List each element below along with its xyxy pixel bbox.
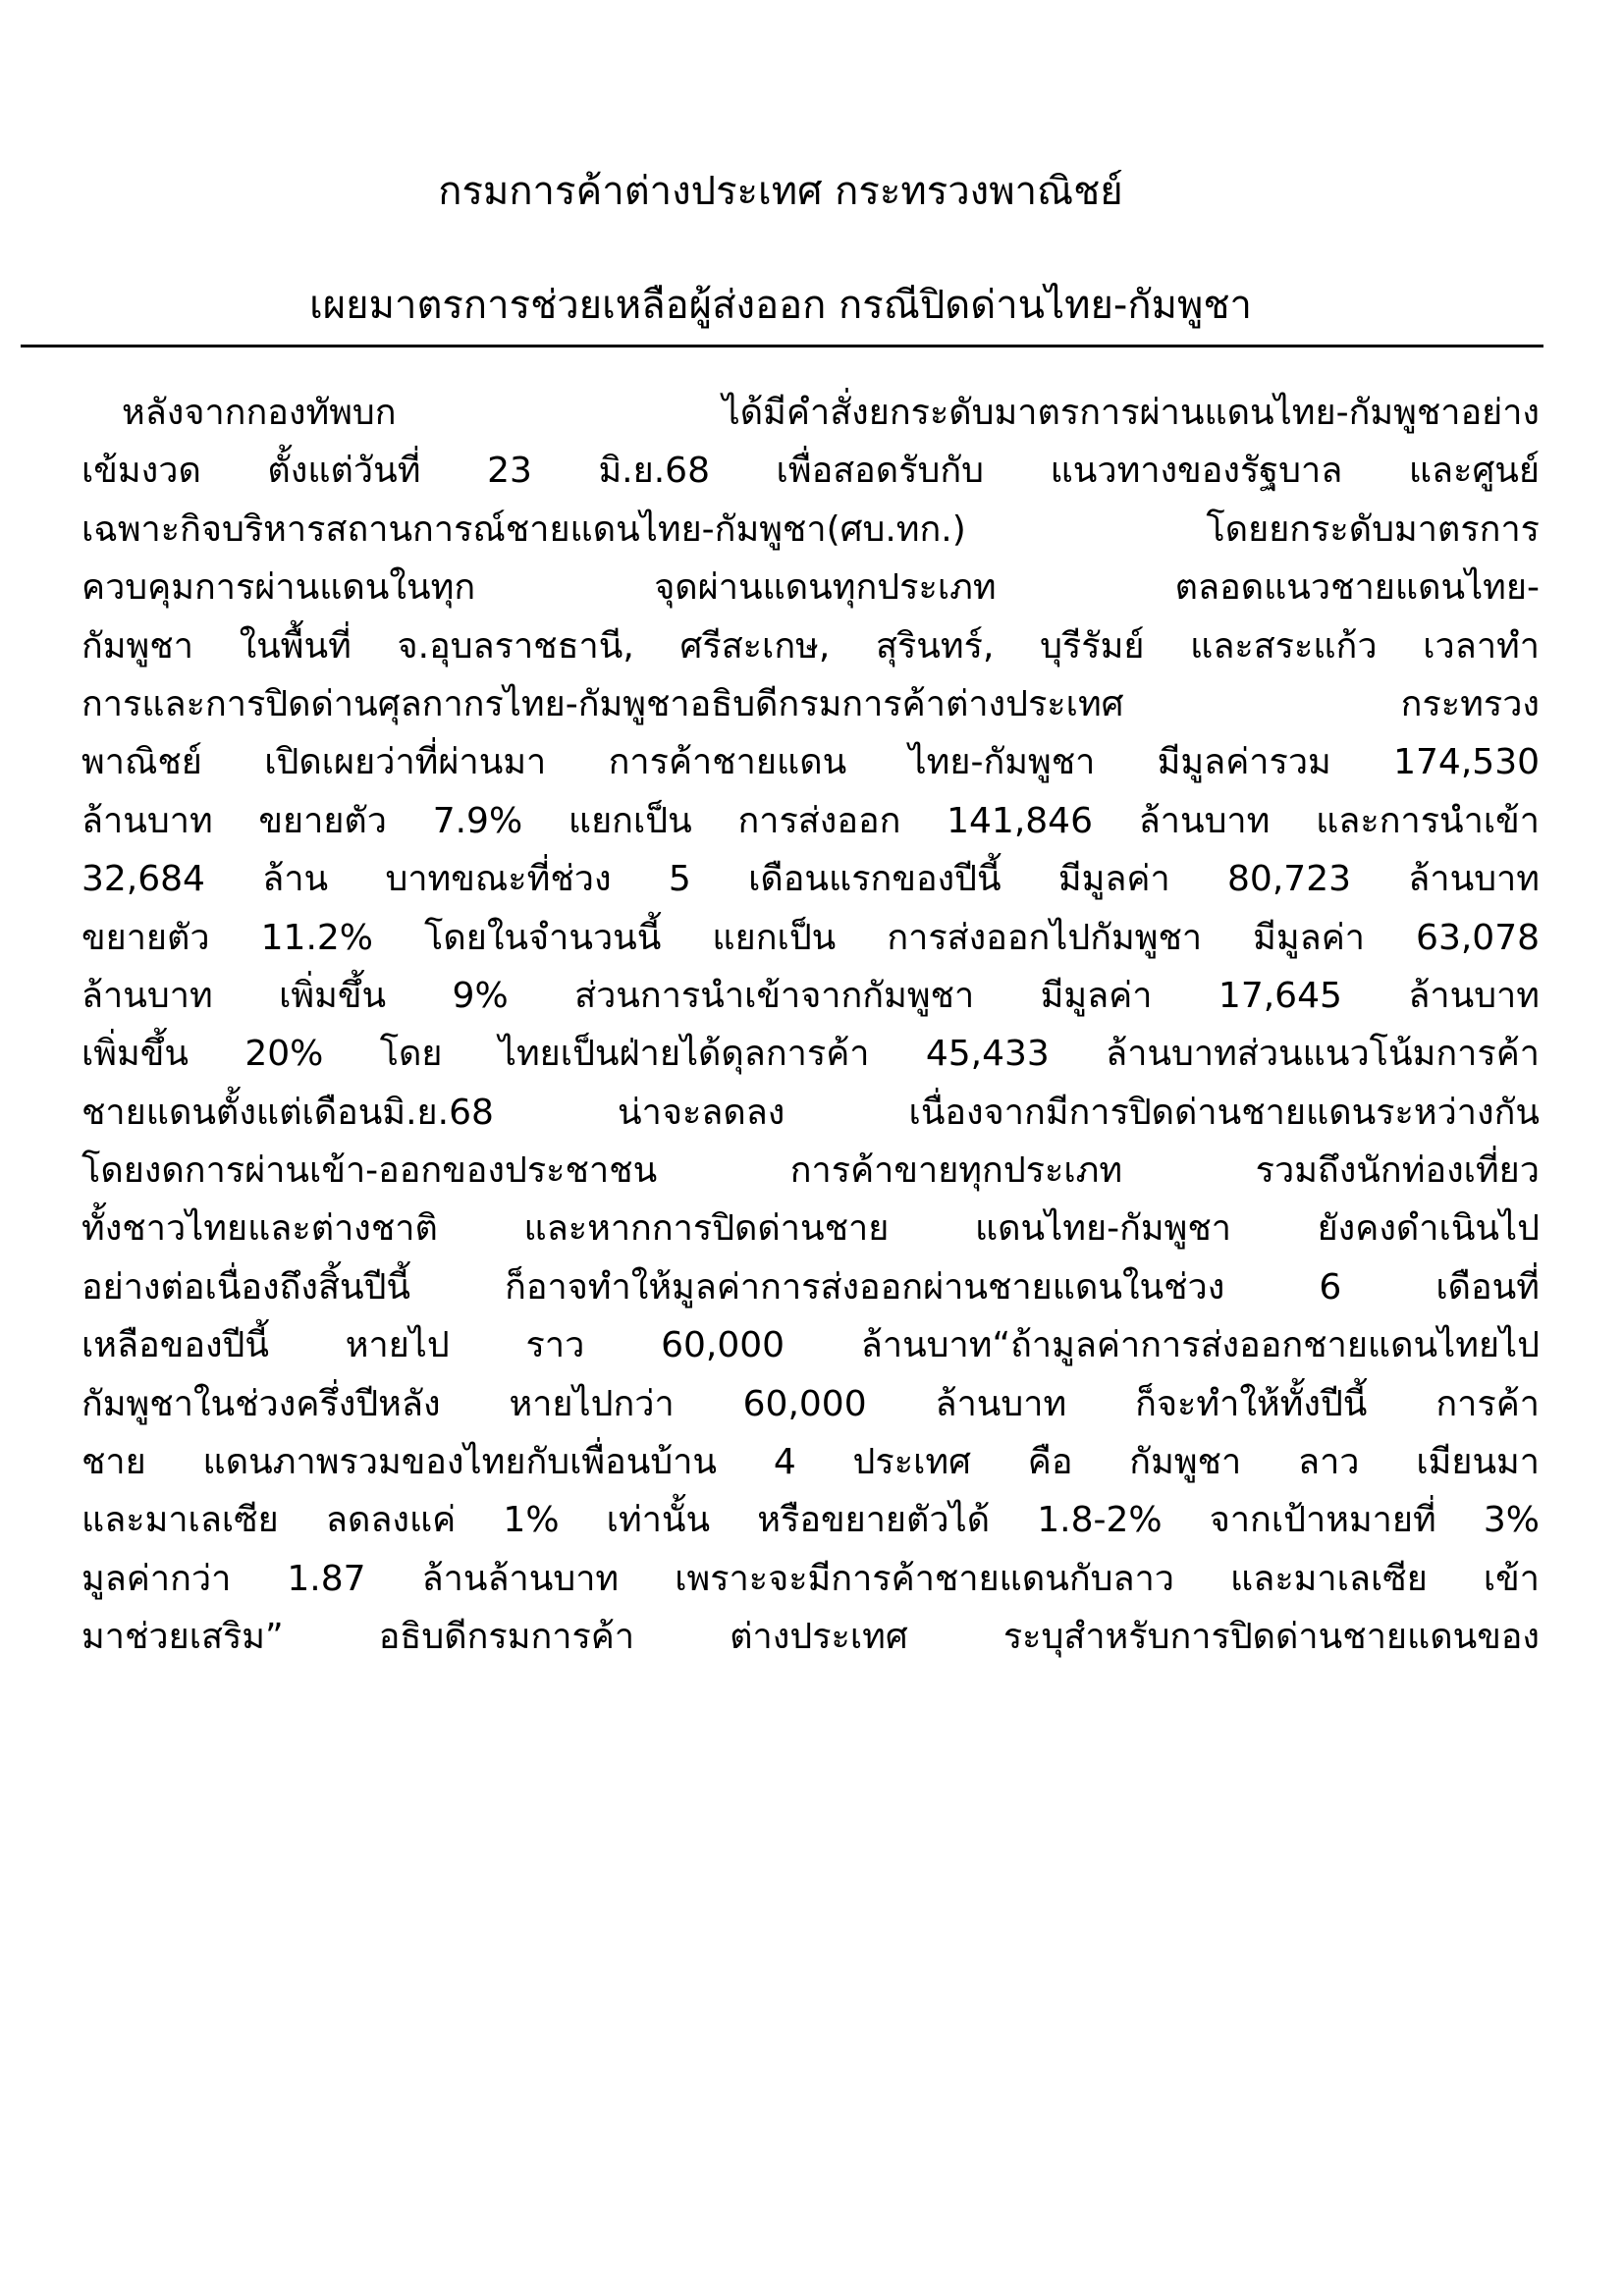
- body-line-19: ชาย แดนภาพรวมของไทยกับเพื่อนบ้าน 4 ประเทศ คือ กัมพูชา ลาว เมียนมา: [81, 1442, 1540, 1483]
- body-line-22: มาช่วยเสริม” อธิบดีกรมการค้า ต่างประเทศ ระบุสำหรับการปิดด่านชายแดนของ: [81, 1617, 1540, 1658]
- body-line-10: ขยายตัว 11.2% โดยในจำนวนนี้ แยกเป็น การส่งออกไปกัมพูชา มีมูลค่า 63,078: [81, 917, 1540, 958]
- body-line-20: และมาเลเซีย ลดลงแค่ 1% เท่านั้น หรือขยายตัวได้ 1.8-2% จากเป้าหมายที่ 3%: [81, 1500, 1540, 1541]
- body-line-11: ล้านบาท เพิ่มขึ้น 9% ส่วนการนำเข้าจากกัมพูชา มีมูลค่า 17,645 ล้านบาท: [81, 975, 1540, 1016]
- body-line-15: ทั้งชาวไทยและต่างชาติ และหากการปิดด่านชาย แดนไทย-กัมพูชา ยังคงดำเนินไป: [81, 1208, 1540, 1250]
- body-line-14: โดยงดการผ่านเข้า-ออกของประชาชน การค้าขายทุกประเภท รวมถึงนักท่องเที่ยว: [81, 1150, 1540, 1192]
- article-body: [81, 384, 1540, 1667]
- body-line-9: 32,684 ล้าน บาทขณะที่ช่วง 5 เดือนแรกของปีนี้ มีมูลค่า 80,723 ล้านบาท: [81, 859, 1540, 900]
- body-line-5: กัมพูชา ในพื้นที่ จ.อุบลราชธานี, ศรีสะเกษ, สุรินทร์, บุรีรัมย์ และสระแก้ว เวลาทำ: [81, 625, 1540, 667]
- body-line-4: ควบคุมการผ่านแดนในทุก จุดผ่านแดนทุกประเภท ตลอดแนวชายแดนไทย-: [81, 567, 1540, 609]
- body-line-7: พาณิชย์ เปิดเผยว่าที่ผ่านมา การค้าชายแดน ไทย-กัมพูชา มีมูลค่ารวม 174,530: [81, 742, 1540, 783]
- body-line-13: ชายแดนตั้งแต่เดือนมิ.ย.68 น่าจะลดลง เนื่องจากมีการปิดด่านชายแดนระหว่างกัน: [81, 1092, 1540, 1133]
- body-line-8: ล้านบาท ขยายตัว 7.9% แยกเป็น การส่งออก 141,846 ล้านบาท และการนำเข้า: [81, 800, 1540, 841]
- body-line-16: อย่างต่อเนื่องถึงสิ้นปีนี้ ก็อาจทำให้มูลค่าการส่งออกผ่านชายแดนในช่วง 6 เดือนที่: [81, 1266, 1540, 1308]
- body-line-21: มูลค่ากว่า 1.87 ล้านล้านบาท เพราะจะมีการค้าชายแดนกับลาว และมาเลเซีย เข้า: [81, 1558, 1540, 1599]
- body-line-12: เพิ่มขึ้น 20% โดย ไทยเป็นฝ่ายได้ดุลการค้า 45,433 ล้านบาทส่วนแนวโน้มการค้า: [81, 1034, 1540, 1075]
- body-line-6: การและการปิดด่านศุลกากรไทย-กัมพูชาอธิบดีกรมการค้าต่างประเทศ กระทรวง: [81, 683, 1540, 724]
- body-line-2: เข้มงวด ตั้งแต่วันที่ 23 มิ.ย.68 เพื่อสอดรับกับ แนวทางของรัฐบาล และศูนย์: [81, 451, 1540, 492]
- body-line-1: หลังจากกองทัพบก ได้มีคำสั่งยกระดับมาตรการผ่านแดนไทย-กัมพูชาอย่าง: [122, 393, 1540, 433]
- body-line-18: กัมพูชาในช่วงครึ่งปีหลัง หายไปกว่า 60,000 ล้านบาท ก็จะทำให้ทั้งปีนี้ การค้า: [81, 1383, 1540, 1424]
- title-line-1: กรมการค้าต่างประเทศ กระทรวงพาณิชย์: [438, 169, 1123, 214]
- title-divider: [21, 345, 1543, 347]
- body-line-17: เหลือของปีนี้ หายไป ราว 60,000 ล้านบาท“ถ้ามูลค่าการส่งออกชายแดนไทยไป: [81, 1325, 1540, 1366]
- body-line-3: เฉพาะกิจบริหารสถานการณ์ชายแดนไทย-กัมพูชา(ศบ.ทก.) โดยยกระดับมาตรการ: [81, 508, 1540, 550]
- title-line-2: เผยมาตรการช่วยเหลือผู้ส่งออก กรณีปิดด่านไทย-กัมพูชา: [309, 283, 1252, 328]
